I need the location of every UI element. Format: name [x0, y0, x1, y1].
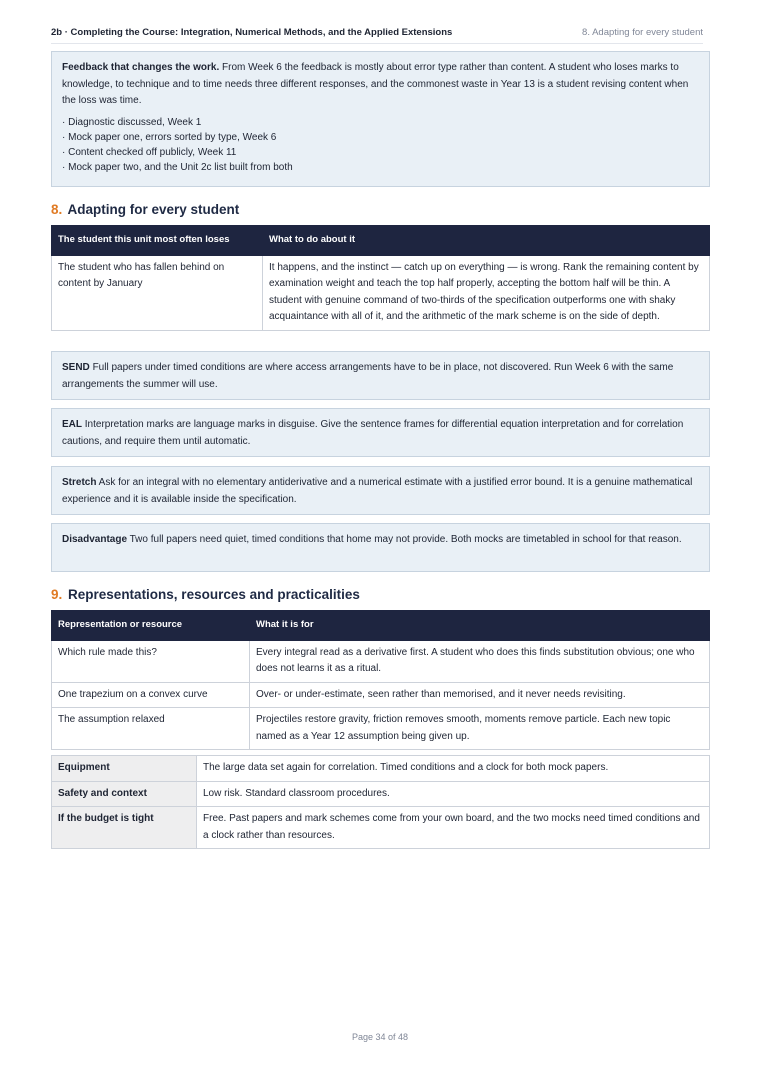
- table-row: [52, 708, 710, 750]
- table-cell: One trapezium on a convex curve: [52, 682, 250, 708]
- note-label: Stretch: [62, 477, 97, 488]
- page-number: Page 34 of 48: [351, 1032, 409, 1042]
- list-item: · Content checked off publicly, Week 11: [62, 146, 237, 158]
- send-note: [51, 351, 710, 400]
- table-cell: Every integral read as a derivative first. A student who does this finds substitution obvious; one who does not learns it as a ritual.: [250, 640, 710, 682]
- row-key: Safety and context: [52, 781, 197, 807]
- table-cell: Projectiles restore gravity, friction removes smooth, moments remove particle. Each new topic named as a Year 12 assumption being given up.: [250, 708, 710, 750]
- section-9-heading: [51, 586, 360, 604]
- row-value: Low risk. Standard classroom procedures.: [197, 781, 710, 807]
- eal-note: [51, 408, 710, 457]
- practicalities-table: [51, 755, 710, 849]
- note-label: SEND: [62, 362, 90, 373]
- table-cell: It happens, and the instinct — catch up on everything — is wrong. Rank the remaining content by examination weight and teach the top half properly, accepting the bottom half will be thin. A student with genuine command of two-thirds of the specification outperforms one with shaky acquaintance with all of it, and the arithmetic of the mark scheme is on the side of depth.: [263, 255, 710, 330]
- note-text: Ask for an integral with no elementary antiderivative and a numerical estimate with a justified error bound. It is a genuine mathematical experience and it is available inside the specification.: [62, 477, 693, 505]
- table-row: [52, 255, 710, 330]
- feedback-lead: Feedback that changes the work.: [62, 62, 220, 73]
- table-cell: The assumption relaxed: [52, 708, 250, 750]
- section-title: Representations, resources and practicalities: [68, 587, 360, 602]
- table-row: [52, 781, 710, 807]
- document-title: 2b · Completing the Course: Integration, Numerical Methods, and the Applied Extensions: [51, 27, 453, 38]
- section-indicator: 8. Adapting for every student: [582, 27, 703, 38]
- feedback-callout: [51, 51, 710, 187]
- row-value: Free. Past papers and mark schemes come from your own board, and the two mocks need timed conditions and a clock rather than resources.: [197, 807, 710, 849]
- row-value: The large data set again for correlation. Timed conditions and a clock for both mock papers.: [197, 756, 710, 782]
- table-row: [52, 682, 710, 708]
- table-cell: Over- or under-estimate, seen rather than memorised, and it never needs revisiting.: [250, 682, 710, 708]
- table-row: [52, 756, 710, 782]
- section-number: 9.: [51, 587, 63, 602]
- table-header-row: [52, 226, 710, 256]
- column-header: What to do about it: [263, 226, 710, 256]
- column-header: What it is for: [250, 611, 710, 641]
- disadvantage-note: [51, 523, 710, 572]
- milestone-list: [62, 115, 699, 175]
- note-label: Disadvantage: [62, 534, 128, 545]
- column-header: Representation or resource: [52, 611, 250, 641]
- list-item: · Mock paper two, and the Unit 2c list built from both: [62, 161, 293, 173]
- row-key: Equipment: [52, 756, 197, 782]
- note-text: Interpretation marks are language marks in disguise. Give the sentence frames for differential equation interpretation and for correlation cautions, and require them until automatic.: [62, 419, 684, 447]
- feedback-paragraph: [62, 60, 699, 110]
- table-cell: Which rule made this?: [52, 640, 250, 682]
- note-text: Two full papers need quiet, timed conditions that home may not provide. Both mocks are timetabled in school for that reason.: [127, 534, 682, 545]
- list-item: · Mock paper one, errors sorted by type, Week 6: [62, 131, 277, 143]
- feedback-body: From Week 6 the feedback is mostly about error type rather than content. A student who loses marks to knowledge, to technique and to time needs three different responses, and the commonest waste in Year 13 is a student revising content when the loss was time.: [62, 62, 689, 106]
- note-label: EAL: [62, 419, 82, 430]
- stretch-note: [51, 466, 710, 515]
- section-8-heading: [51, 201, 239, 219]
- column-header: The student this unit most often loses: [52, 226, 263, 256]
- section-title: Adapting for every student: [67, 202, 240, 217]
- list-item: · Diagnostic discussed, Week 1: [62, 116, 202, 128]
- running-header: [51, 26, 703, 44]
- table-row: [52, 807, 710, 849]
- table-row: [52, 640, 710, 682]
- table-header-row: [52, 611, 710, 641]
- note-text: Full papers under timed conditions are where access arrangements have to be in place, not discovered. Run Week 6 with the same arrangements the summer will use.: [62, 362, 674, 390]
- section-number: 8.: [51, 202, 63, 217]
- table-cell: The student who has fallen behind on content by January: [52, 255, 263, 330]
- row-key: If the budget is tight: [52, 807, 197, 849]
- adapting-table: [51, 225, 710, 331]
- representations-table: [51, 610, 710, 750]
